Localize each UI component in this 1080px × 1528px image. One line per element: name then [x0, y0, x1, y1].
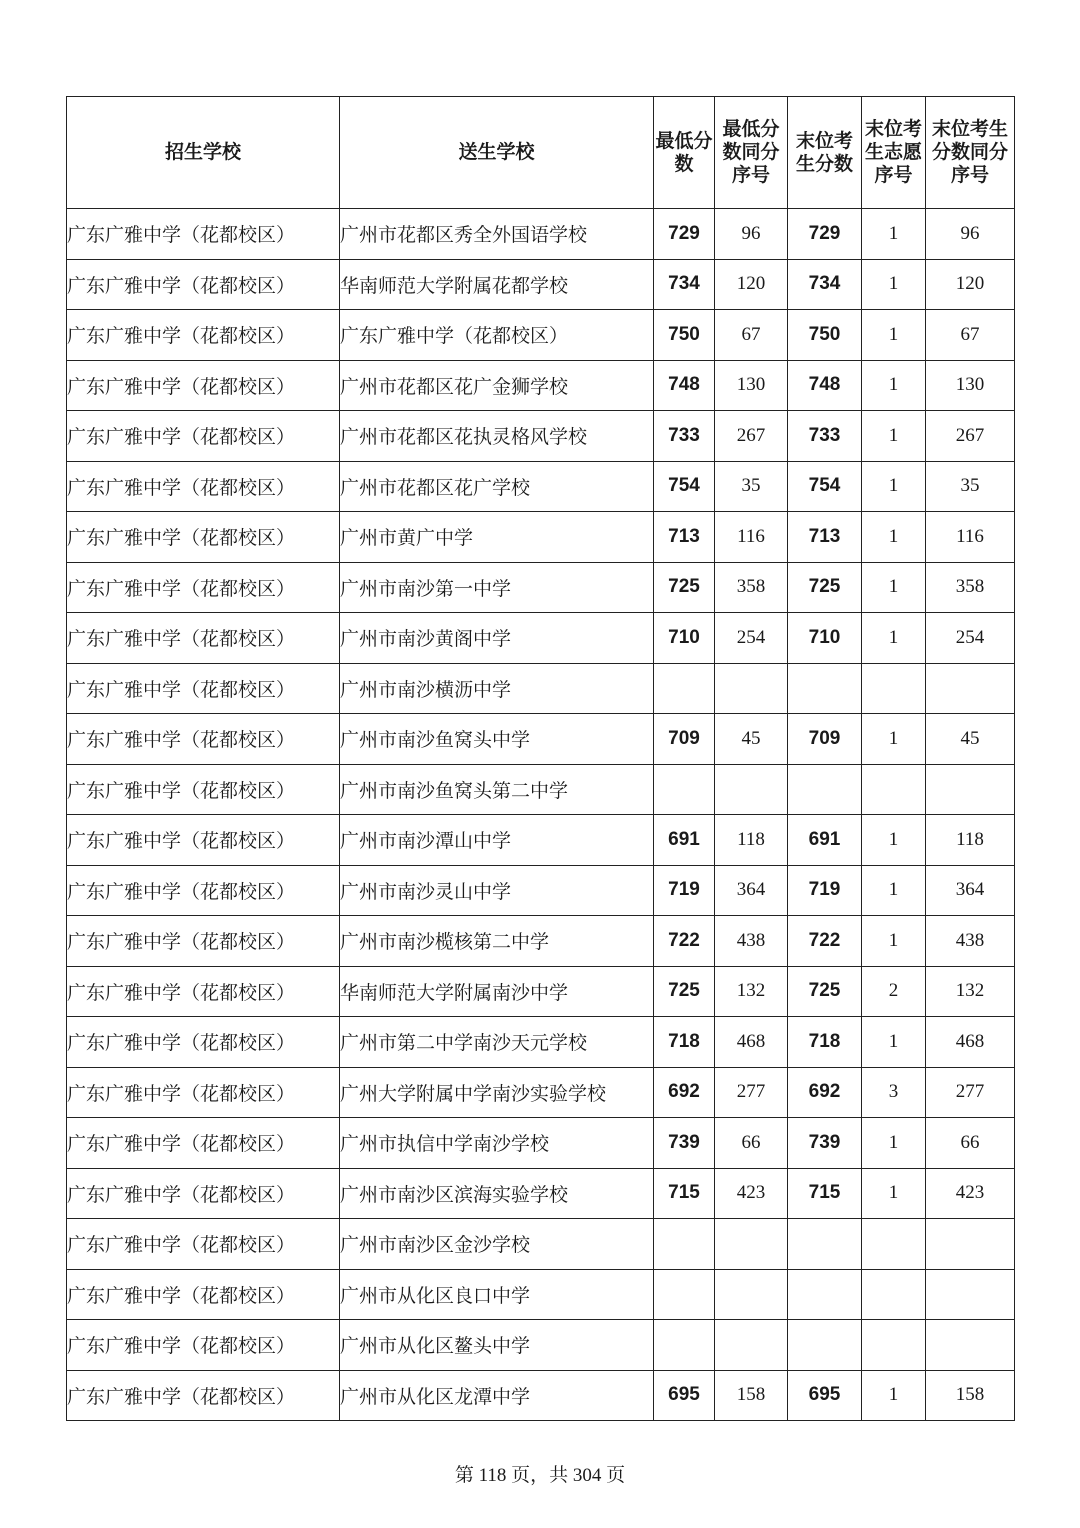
min-score-rank-cell: [715, 1219, 788, 1270]
min-score-cell: 734: [654, 259, 715, 310]
table-row: [67, 714, 1015, 765]
sender-school-cell: 广州市执信中学南沙学校: [340, 1118, 654, 1169]
recruit-school-cell: 广东广雅中学（花都校区）: [67, 613, 340, 664]
admission-score-table: [66, 96, 1015, 1421]
table-row: [67, 411, 1015, 462]
sender-school-cell: 广州市从化区龙潭中学: [340, 1370, 654, 1421]
recruit-school-cell: 广东广雅中学（花都校区）: [67, 1067, 340, 1118]
last-score-rank-cell: 254: [926, 613, 1015, 664]
last-score-cell: [788, 663, 862, 714]
sender-school-cell: 广州市南沙潭山中学: [340, 815, 654, 866]
last-preference-cell: 1: [862, 259, 926, 310]
min-score-rank-cell: [715, 1269, 788, 1320]
last-score-rank-cell: 423: [926, 1168, 1015, 1219]
min-score-rank-cell: 35: [715, 461, 788, 512]
sender-school-cell: 广州市南沙鱼窝头中学: [340, 714, 654, 765]
table-row: [67, 1067, 1015, 1118]
last-score-cell: 718: [788, 1017, 862, 1068]
min-score-cell: 722: [654, 916, 715, 967]
table-row: [67, 1118, 1015, 1169]
last-score-rank-cell: 35: [926, 461, 1015, 512]
table-row: [67, 461, 1015, 512]
sender-school-cell: 广州大学附属中学南沙实验学校: [340, 1067, 654, 1118]
table-row: [67, 1370, 1015, 1421]
table-row: [67, 259, 1015, 310]
last-score-cell: [788, 1219, 862, 1270]
last-score-cell: 725: [788, 562, 862, 613]
table-row: [67, 865, 1015, 916]
last-preference-cell: 1: [862, 1370, 926, 1421]
min-score-rank-cell: [715, 663, 788, 714]
recruit-school-cell: 广东广雅中学（花都校区）: [67, 360, 340, 411]
sender-school-cell: 华南师范大学附属花都学校: [340, 259, 654, 310]
sender-school-cell: 广州市南沙黄阁中学: [340, 613, 654, 664]
last-score-rank-cell: 277: [926, 1067, 1015, 1118]
last-preference-cell: 1: [862, 310, 926, 361]
header-last-score: 末位考生分数: [788, 97, 862, 209]
min-score-cell: 710: [654, 613, 715, 664]
recruit-school-cell: 广东广雅中学（花都校区）: [67, 1118, 340, 1169]
last-preference-cell: 1: [862, 714, 926, 765]
last-preference-cell: 1: [862, 360, 926, 411]
sender-school-cell: 广州市南沙区滨海实验学校: [340, 1168, 654, 1219]
last-preference-cell: 1: [862, 815, 926, 866]
header-sender-school: 送生学校: [340, 97, 654, 209]
min-score-cell: 709: [654, 714, 715, 765]
min-score-rank-cell: 120: [715, 259, 788, 310]
last-score-rank-cell: 358: [926, 562, 1015, 613]
last-score-cell: 715: [788, 1168, 862, 1219]
table-row: [67, 1017, 1015, 1068]
min-score-rank-cell: 116: [715, 512, 788, 563]
header-row: [67, 97, 1015, 209]
table-row: [67, 310, 1015, 361]
recruit-school-cell: 广东广雅中学（花都校区）: [67, 764, 340, 815]
last-score-cell: 713: [788, 512, 862, 563]
recruit-school-cell: 广东广雅中学（花都校区）: [67, 411, 340, 462]
sender-school-cell: 广州市南沙榄核第二中学: [340, 916, 654, 967]
table-row: [67, 966, 1015, 1017]
min-score-rank-cell: 45: [715, 714, 788, 765]
min-score-cell: 733: [654, 411, 715, 462]
min-score-cell: [654, 764, 715, 815]
page-number: 第 118 页，共 304 页: [454, 1465, 626, 1486]
recruit-school-cell: 广东广雅中学（花都校区）: [67, 562, 340, 613]
sender-school-cell: 广州市花都区花执灵格风学校: [340, 411, 654, 462]
recruit-school-cell: 广东广雅中学（花都校区）: [67, 815, 340, 866]
header-last-preference: 末位考生志愿序号: [862, 97, 926, 209]
min-score-rank-cell: 254: [715, 613, 788, 664]
last-score-rank-cell: 438: [926, 916, 1015, 967]
min-score-cell: 725: [654, 966, 715, 1017]
header-last-score-rank: 末位考生分数同分序号: [926, 97, 1015, 209]
last-score-rank-cell: [926, 764, 1015, 815]
sender-school-cell: 广州市南沙灵山中学: [340, 865, 654, 916]
last-score-cell: 739: [788, 1118, 862, 1169]
last-score-cell: 692: [788, 1067, 862, 1118]
last-score-cell: 729: [788, 209, 862, 260]
min-score-cell: 725: [654, 562, 715, 613]
last-score-rank-cell: 267: [926, 411, 1015, 462]
min-score-cell: [654, 1219, 715, 1270]
min-score-rank-cell: 277: [715, 1067, 788, 1118]
sender-school-cell: 广州市从化区良口中学: [340, 1269, 654, 1320]
header-recruit-school: 招生学校: [67, 97, 340, 209]
min-score-cell: 754: [654, 461, 715, 512]
last-preference-cell: 1: [862, 865, 926, 916]
recruit-school-cell: 广东广雅中学（花都校区）: [67, 310, 340, 361]
min-score-rank-cell: 118: [715, 815, 788, 866]
min-score-rank-cell: 66: [715, 1118, 788, 1169]
last-score-rank-cell: 132: [926, 966, 1015, 1017]
last-score-rank-cell: 364: [926, 865, 1015, 916]
sender-school-cell: 广州市第二中学南沙天元学校: [340, 1017, 654, 1068]
header-min-score: 最低分数: [654, 97, 715, 209]
table-body: [67, 209, 1015, 1421]
sender-school-cell: 广州市黄广中学: [340, 512, 654, 563]
last-preference-cell: 1: [862, 613, 926, 664]
last-preference-cell: 1: [862, 209, 926, 260]
last-preference-cell: 1: [862, 1118, 926, 1169]
min-score-rank-cell: 67: [715, 310, 788, 361]
recruit-school-cell: 广东广雅中学（花都校区）: [67, 663, 340, 714]
last-score-cell: 710: [788, 613, 862, 664]
last-score-cell: 754: [788, 461, 862, 512]
last-preference-cell: 1: [862, 461, 926, 512]
last-score-rank-cell: 118: [926, 815, 1015, 866]
last-preference-cell: 1: [862, 512, 926, 563]
last-score-rank-cell: 116: [926, 512, 1015, 563]
last-score-cell: 691: [788, 815, 862, 866]
min-score-rank-cell: 423: [715, 1168, 788, 1219]
sender-school-cell: 广州市南沙鱼窝头第二中学: [340, 764, 654, 815]
sender-school-cell: 广州市南沙区金沙学校: [340, 1219, 654, 1270]
last-score-rank-cell: [926, 1269, 1015, 1320]
sender-school-cell: 广州市花都区秀全外国语学校: [340, 209, 654, 260]
min-score-cell: 750: [654, 310, 715, 361]
sender-school-cell: 广州市花都区花广金狮学校: [340, 360, 654, 411]
last-preference-cell: [862, 1269, 926, 1320]
last-preference-cell: 1: [862, 411, 926, 462]
last-score-rank-cell: [926, 1320, 1015, 1371]
table-row: [67, 815, 1015, 866]
last-score-cell: 733: [788, 411, 862, 462]
recruit-school-cell: 广东广雅中学（花都校区）: [67, 209, 340, 260]
last-score-cell: 725: [788, 966, 862, 1017]
min-score-cell: 695: [654, 1370, 715, 1421]
table-row: [67, 613, 1015, 664]
min-score-cell: [654, 1320, 715, 1371]
sender-school-cell: 广州市南沙第一中学: [340, 562, 654, 613]
min-score-cell: 713: [654, 512, 715, 563]
min-score-rank-cell: 468: [715, 1017, 788, 1068]
last-score-rank-cell: 66: [926, 1118, 1015, 1169]
last-score-rank-cell: 158: [926, 1370, 1015, 1421]
table-row: [67, 1269, 1015, 1320]
header-min-score-rank: 最低分数同分序号: [715, 97, 788, 209]
recruit-school-cell: 广东广雅中学（花都校区）: [67, 461, 340, 512]
table-row: [67, 1320, 1015, 1371]
min-score-rank-cell: [715, 1320, 788, 1371]
last-score-cell: 709: [788, 714, 862, 765]
min-score-rank-cell: 438: [715, 916, 788, 967]
recruit-school-cell: 广东广雅中学（花都校区）: [67, 916, 340, 967]
recruit-school-cell: 广东广雅中学（花都校区）: [67, 1168, 340, 1219]
last-score-cell: [788, 1320, 862, 1371]
last-preference-cell: [862, 1320, 926, 1371]
min-score-cell: 729: [654, 209, 715, 260]
table-row: [67, 1219, 1015, 1270]
last-score-rank-cell: [926, 1219, 1015, 1270]
min-score-cell: 718: [654, 1017, 715, 1068]
last-preference-cell: 1: [862, 1168, 926, 1219]
recruit-school-cell: 广东广雅中学（花都校区）: [67, 1269, 340, 1320]
table-row: [67, 1168, 1015, 1219]
min-score-cell: [654, 663, 715, 714]
last-score-cell: [788, 764, 862, 815]
table-row: [67, 512, 1015, 563]
min-score-rank-cell: [715, 764, 788, 815]
recruit-school-cell: 广东广雅中学（花都校区）: [67, 865, 340, 916]
min-score-rank-cell: 96: [715, 209, 788, 260]
last-score-cell: 750: [788, 310, 862, 361]
last-score-rank-cell: 67: [926, 310, 1015, 361]
min-score-rank-cell: 130: [715, 360, 788, 411]
min-score-cell: 692: [654, 1067, 715, 1118]
last-score-rank-cell: 130: [926, 360, 1015, 411]
sender-school-cell: 广东广雅中学（花都校区）: [340, 310, 654, 361]
last-score-rank-cell: 96: [926, 209, 1015, 260]
last-score-cell: 695: [788, 1370, 862, 1421]
sender-school-cell: 华南师范大学附属南沙中学: [340, 966, 654, 1017]
last-preference-cell: 3: [862, 1067, 926, 1118]
last-preference-cell: 1: [862, 1017, 926, 1068]
recruit-school-cell: 广东广雅中学（花都校区）: [67, 714, 340, 765]
recruit-school-cell: 广东广雅中学（花都校区）: [67, 1370, 340, 1421]
table-row: [67, 764, 1015, 815]
table-row: [67, 562, 1015, 613]
last-preference-cell: [862, 663, 926, 714]
min-score-cell: 719: [654, 865, 715, 916]
sender-school-cell: 广州市南沙横沥中学: [340, 663, 654, 714]
min-score-cell: 691: [654, 815, 715, 866]
recruit-school-cell: 广东广雅中学（花都校区）: [67, 966, 340, 1017]
min-score-rank-cell: 364: [715, 865, 788, 916]
last-preference-cell: 1: [862, 562, 926, 613]
last-preference-cell: [862, 764, 926, 815]
min-score-cell: [654, 1269, 715, 1320]
recruit-school-cell: 广东广雅中学（花都校区）: [67, 512, 340, 563]
last-score-cell: [788, 1269, 862, 1320]
last-score-cell: 719: [788, 865, 862, 916]
last-preference-cell: 2: [862, 966, 926, 1017]
last-score-rank-cell: [926, 663, 1015, 714]
min-score-rank-cell: 158: [715, 1370, 788, 1421]
min-score-cell: 739: [654, 1118, 715, 1169]
last-score-cell: 722: [788, 916, 862, 967]
last-score-rank-cell: 468: [926, 1017, 1015, 1068]
recruit-school-cell: 广东广雅中学（花都校区）: [67, 259, 340, 310]
table-row: [67, 916, 1015, 967]
min-score-rank-cell: 267: [715, 411, 788, 462]
min-score-cell: 748: [654, 360, 715, 411]
table-row: [67, 663, 1015, 714]
last-preference-cell: [862, 1219, 926, 1270]
last-score-cell: 748: [788, 360, 862, 411]
min-score-rank-cell: 132: [715, 966, 788, 1017]
sender-school-cell: 广州市花都区花广学校: [340, 461, 654, 512]
recruit-school-cell: 广东广雅中学（花都校区）: [67, 1219, 340, 1270]
recruit-school-cell: 广东广雅中学（花都校区）: [67, 1320, 340, 1371]
sender-school-cell: 广州市从化区鳌头中学: [340, 1320, 654, 1371]
min-score-rank-cell: 358: [715, 562, 788, 613]
table-row: [67, 360, 1015, 411]
table-row: [67, 209, 1015, 260]
last-score-rank-cell: 45: [926, 714, 1015, 765]
last-preference-cell: 1: [862, 916, 926, 967]
min-score-cell: 715: [654, 1168, 715, 1219]
last-score-rank-cell: 120: [926, 259, 1015, 310]
recruit-school-cell: 广东广雅中学（花都校区）: [67, 1017, 340, 1068]
last-score-cell: 734: [788, 259, 862, 310]
